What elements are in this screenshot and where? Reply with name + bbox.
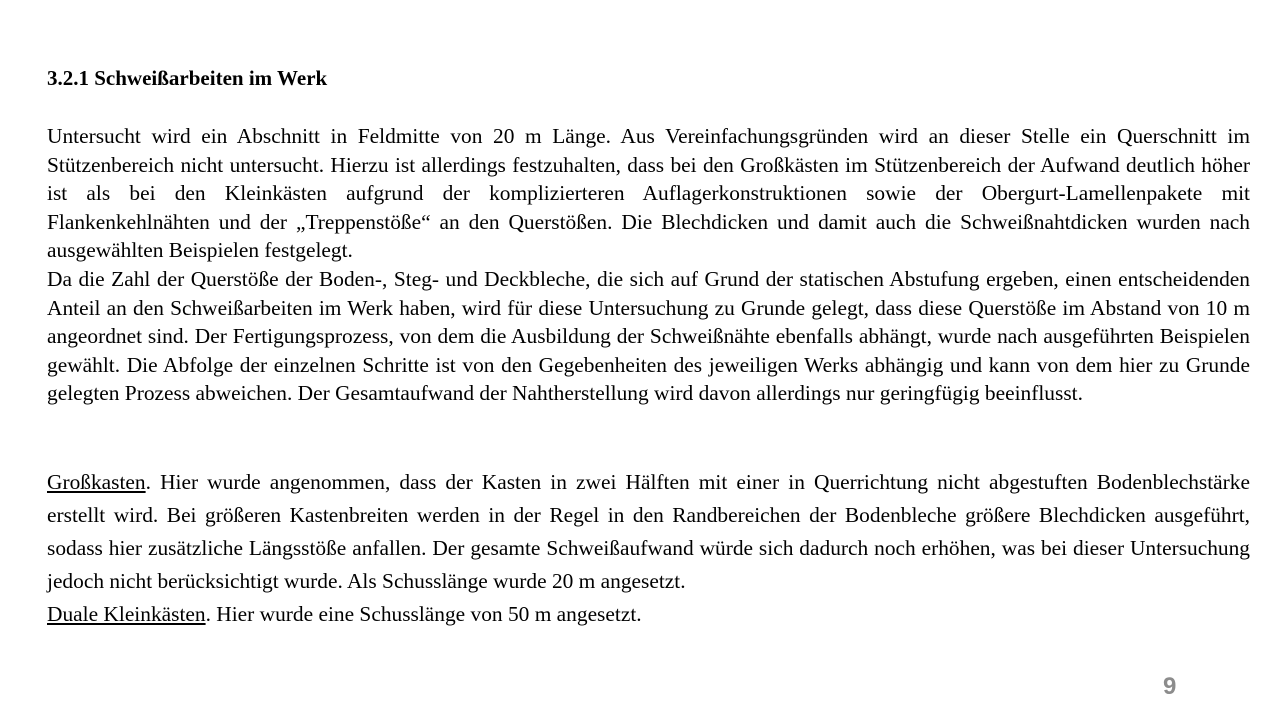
section-heading: 3.2.1 Schweißarbeiten im Werk <box>47 66 328 90</box>
kleinkaesten-text: . Hier wurde eine Schusslänge von 50 m angesetzt. <box>205 602 642 626</box>
grosskasten-text: . Hier wurde angenommen, dass der Kasten in zwei Hälften mit einer in Querrichtung nicht abgestuften Bodenblechstärke erstellt wird. Bei größeren Kastenbreiten werden in der Regel in den Randbereichen der Bodenbleche größere Blechdicken ausgeführt, sodass hier zusätzliche Längsstöße anfallen. Der gesamte Schweißaufwand würde sich dadurch noch erhöhen, was bei dieser Untersuchung jedoch nicht berücksichtigt wurde. Als Schusslänge wurde 20 m angesetzt. <box>47 470 1250 593</box>
paragraph-kleinkaesten <box>47 598 1250 631</box>
body-text-block <box>47 122 1250 408</box>
paragraph-grosskasten <box>47 466 1250 598</box>
grosskasten-label: Großkasten <box>47 470 146 494</box>
page-number: 9 <box>1163 673 1177 700</box>
body-text-block-variants <box>47 466 1250 631</box>
paragraph-intro: Untersucht wird ein Abschnitt in Feldmitte von 20 m Länge. Aus Vereinfachungsgründen wird an dieser Stelle ein Querschnitt im Stützenbereich nicht untersucht. Hierzu ist allerdings festzuhalten, dass bei den Großkästen im Stützenbereich der Aufwand deutlich höher ist als bei den Kleinkästen aufgrund der komplizierteren Auflagerkonstruktionen sowie der Obergurt-Lamellenpakete mit Flankenkehlnähten und der „Treppenstöße“ an den Querstößen. Die Blechdicken und damit auch die Schweißnahtdicken wurden nach ausgewählten Beispielen festgelegt. <box>47 124 1250 263</box>
kleinkaesten-label: Duale Kleinkästen <box>47 602 206 626</box>
paragraph-querstoesse: Da die Zahl der Querstöße der Boden-, Steg- und Deckbleche, die sich auf Grund der statischen Abstufung ergeben, einen entscheidenden Anteil an den Schweißarbeiten im Werk haben, wird für diese Untersuchung zu Grunde gelegt, dass diese Querstöße im Abstand von 10 m angeordnet sind. Der Fertigungsprozess, von dem die Ausbildung der Schweißnähte ebenfalls abhängt, wurde nach ausgeführten Beispielen gewählt. Die Abfolge der einzelnen Schritte ist von den Gegebenheiten des jeweiligen Werks abhängig und kann von dem hier zu Grunde gelegten Prozess abweichen. Der Gesamtaufwand der Nahtherstellung wird davon allerdings nur geringfügig beeinflusst. <box>47 266 1250 406</box>
